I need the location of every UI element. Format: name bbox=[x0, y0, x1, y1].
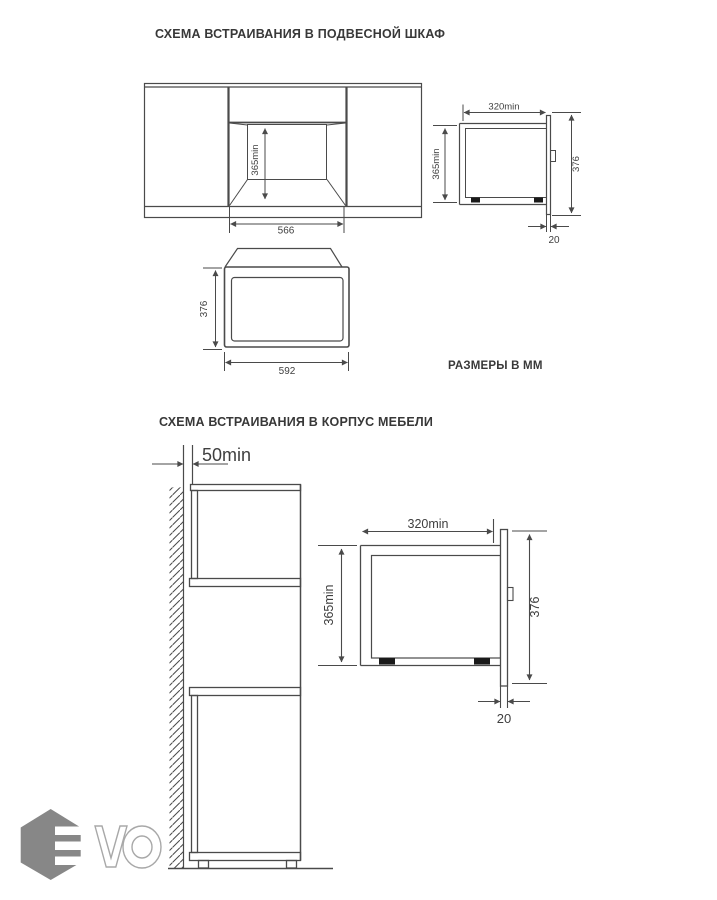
dim-label-niche-height: 365min bbox=[322, 584, 336, 626]
dim-label-niche-height: 365min bbox=[431, 148, 442, 180]
title-furniture-body: СХЕМА ВСТРАИВАНИЯ В КОРПУС МЕБЕЛИ bbox=[159, 415, 434, 429]
oven-foot bbox=[379, 658, 395, 665]
evo-logo bbox=[12, 802, 167, 887]
dim-label-door-thickness: 20 bbox=[496, 711, 512, 726]
dim-label-width: 592 bbox=[278, 366, 296, 377]
drawing-hanging-side-view bbox=[425, 95, 600, 250]
title-hanging-cabinet: СХЕМА ВСТРАИВАНИЯ В ПОДВЕСНОЙ ШКАФ bbox=[155, 27, 446, 41]
dim-label-depth: 320min bbox=[488, 101, 520, 113]
dim-label-door-height: 376 bbox=[528, 596, 542, 618]
logo-letter-v bbox=[95, 826, 127, 867]
dim-label-wall-gap: 50min bbox=[202, 445, 252, 465]
dim-label-height: 376 bbox=[199, 300, 210, 318]
logo-letter-o bbox=[123, 826, 161, 868]
units-note: РАЗМЕРЫ В ММ bbox=[448, 360, 543, 372]
dim-label-niche-width: 566 bbox=[277, 225, 295, 237]
drawing-oven-front bbox=[193, 244, 360, 380]
dim-label-door-thickness: 20 bbox=[548, 235, 560, 246]
oven-foot bbox=[471, 198, 480, 203]
dim-label-door-height: 376 bbox=[571, 156, 582, 172]
dim-label-depth: 320min bbox=[407, 517, 449, 531]
oven-foot bbox=[474, 658, 490, 665]
oven-foot bbox=[534, 198, 543, 203]
wall-hatching bbox=[170, 487, 184, 868]
dim-label-niche-height: 365min bbox=[250, 144, 261, 176]
drawing-furniture-cabinet bbox=[145, 438, 340, 880]
drawing-hanging-cabinet-front bbox=[140, 78, 430, 240]
drawing-furniture-side-view bbox=[315, 505, 560, 730]
